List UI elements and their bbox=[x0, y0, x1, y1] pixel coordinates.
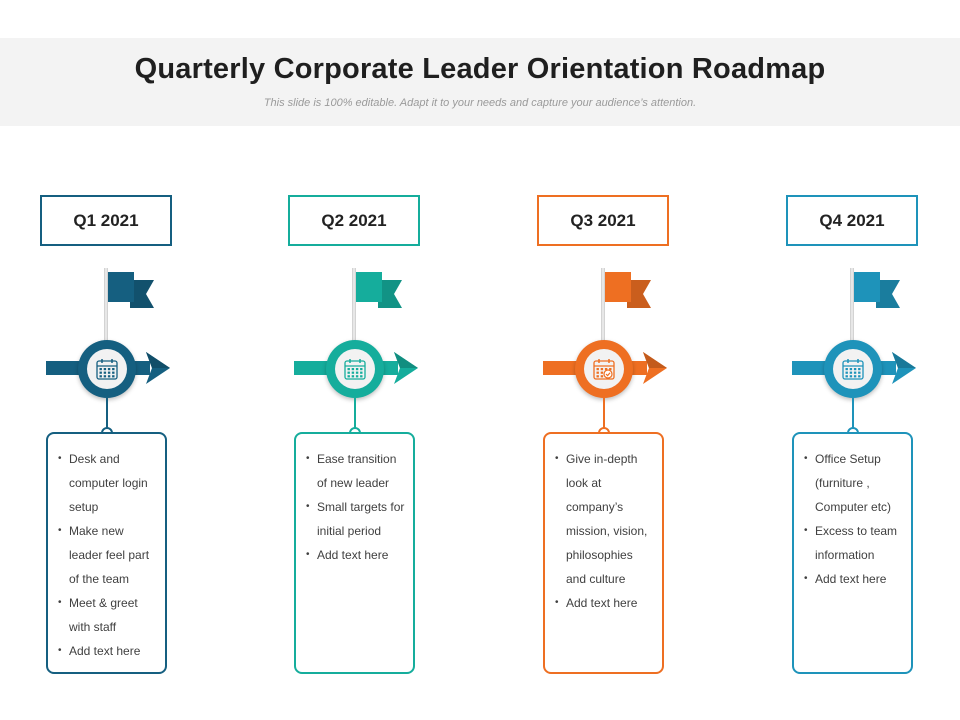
list-item: • Office Setup (furniture , Computer etc) bbox=[804, 447, 905, 519]
stage-card bbox=[543, 432, 664, 674]
list-item: • Ease transition of new leader bbox=[306, 447, 407, 495]
calendar-icon bbox=[95, 357, 119, 381]
quarter-label: Q1 2021 bbox=[40, 195, 172, 246]
stage-card bbox=[792, 432, 913, 674]
icon-disc bbox=[87, 349, 127, 389]
list-item: • Meet & greet with staff bbox=[58, 591, 159, 639]
page-title: Quarterly Corporate Leader Orientation Roadmap bbox=[134, 53, 826, 85]
list-item: • Give in-depth look at company’s mission, vision, philosophies and culture bbox=[555, 447, 656, 591]
connector-line bbox=[852, 398, 854, 430]
stage-item-list bbox=[306, 447, 407, 567]
flag-icon bbox=[605, 272, 653, 312]
stage-card bbox=[294, 432, 415, 674]
connector-line bbox=[106, 398, 108, 430]
roadmap-stage-1 bbox=[0, 0, 240, 720]
list-item: • Add text here bbox=[58, 639, 159, 663]
calendar-check-icon bbox=[592, 357, 616, 381]
stage-item-list bbox=[555, 447, 656, 615]
flag-icon bbox=[854, 272, 902, 312]
list-item: • Excess to team information bbox=[804, 519, 905, 567]
stage-item-list bbox=[804, 447, 905, 591]
stage-card bbox=[46, 432, 167, 674]
quarter-label: Q2 2021 bbox=[288, 195, 420, 246]
list-item: • Desk and computer login setup bbox=[58, 447, 159, 519]
flag-icon bbox=[356, 272, 404, 312]
quarter-label: Q3 2021 bbox=[537, 195, 669, 246]
list-item: • Add text here bbox=[804, 567, 905, 591]
icon-disc bbox=[335, 349, 375, 389]
stage-item-list bbox=[58, 447, 159, 663]
connector-line bbox=[603, 398, 605, 430]
list-item: • Add text here bbox=[555, 591, 656, 615]
list-item: • Add text here bbox=[306, 543, 407, 567]
list-item: • Small targets for initial period bbox=[306, 495, 407, 543]
roadmap-stage-2 bbox=[248, 0, 488, 720]
page-subtitle: This slide is 100% editable. Adapt it to your needs and capture your audience’s attention. bbox=[263, 97, 697, 109]
quarter-label: Q4 2021 bbox=[786, 195, 918, 246]
roadmap-stage-3 bbox=[497, 0, 737, 720]
connector-line bbox=[354, 398, 356, 430]
icon-disc bbox=[584, 349, 624, 389]
icon-disc bbox=[833, 349, 873, 389]
flag-icon bbox=[108, 272, 156, 312]
calendar-icon bbox=[841, 357, 865, 381]
calendar-icon bbox=[343, 357, 367, 381]
list-item: • Make new leader feel part of the team bbox=[58, 519, 159, 591]
roadmap-stage-4 bbox=[746, 0, 960, 720]
